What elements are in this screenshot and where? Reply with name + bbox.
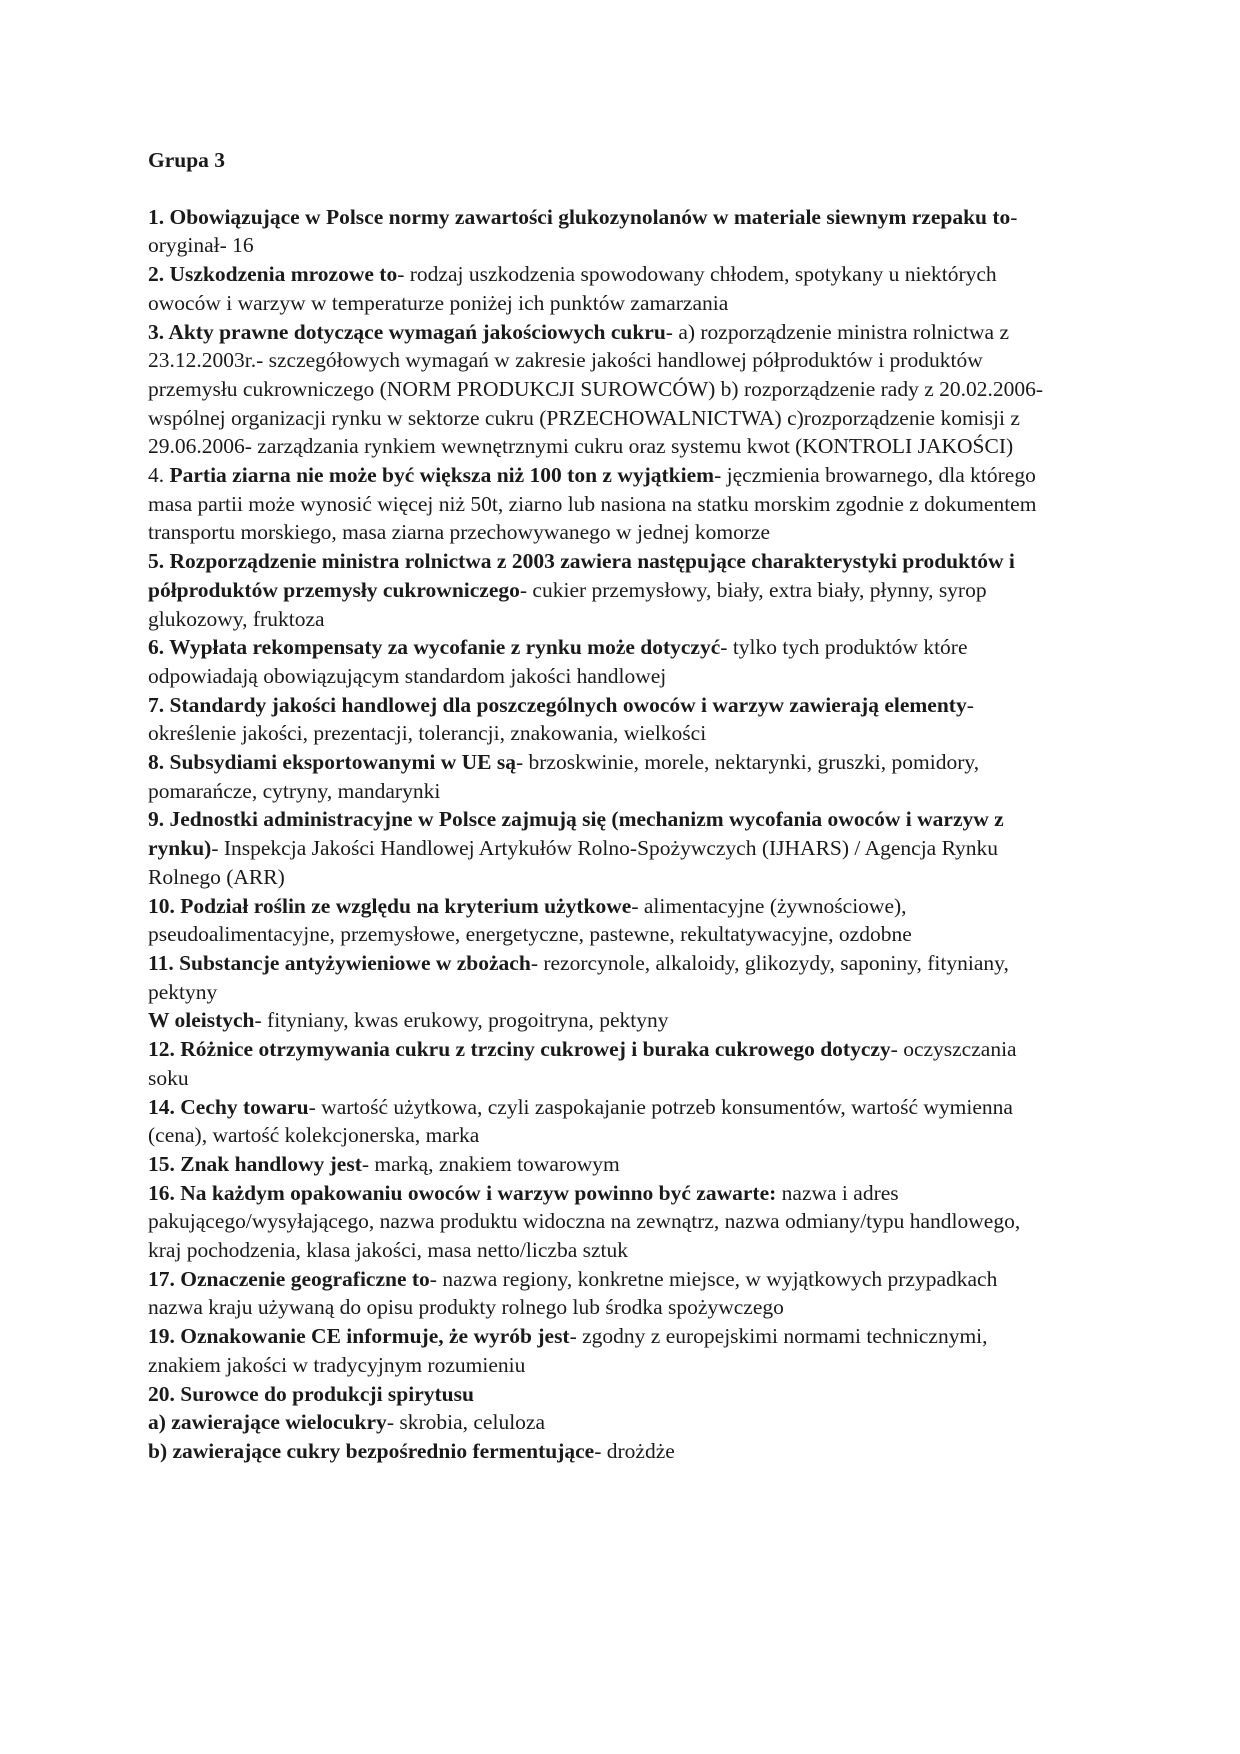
entry-question: 7. Standardy jakości handlowej dla poszczególnych owoców i warzyw zawierają elementy [148,692,967,717]
list-item [148,203,1048,260]
document-page [148,146,1048,1466]
list-item [148,260,1048,317]
entry-answer: - Inspekcja Jakości Handlowej Artykułów Rolno-Spożywczych (IJHARS) / Agencja Rynku Rolnego (ARR) [148,836,999,889]
entry-answer: - oczyszczania soku [148,1037,1017,1090]
list-item [148,748,1048,805]
list-item [148,949,1048,1006]
entry-question: 5. Rozporządzenie ministra rolnictwa z 2003 zawiera następujące charakterystyki produktów i półproduktów przemysły cukrowniczego [148,549,1015,602]
entry-question: 15. Znak handlowy jest [148,1151,362,1176]
list-item [148,892,1048,949]
entry-answer: - fityniany, kwas erukowy, progoitryna, pektyny [254,1008,669,1033]
list-item [148,633,1048,690]
entry-question: 19. Oznakowanie CE informuje, że wyrób jest [148,1324,570,1349]
entry-answer: - oryginał- 16 [148,204,1018,258]
entry-list [148,203,1048,1466]
entry-question: 10. Podział roślin ze względu na kryterium użytkowe [148,893,632,918]
list-item [148,1408,1048,1437]
entry-question: a) zawierające wielocukry [148,1410,387,1435]
entry-question: 2. Uszkodzenia mrozowe to [148,262,398,287]
list-item [148,1322,1048,1379]
list-item [148,1179,1048,1265]
entry-answer: nazwa i adres pakującego/wysyłającego, nazwa produktu widoczna na zewnątrz, nazwa odmiany/typu handlowego, kraj pochodzenia, klasa jakości, masa netto/liczba sztuk [148,1180,1021,1263]
entry-question: 12. Różnice otrzymywania cukru z trzciny cukrowej i buraka cukrowego dotyczy [148,1037,891,1062]
list-item [148,1437,1048,1466]
document-title: Grupa 3 [148,148,226,172]
list-item [148,1093,1048,1150]
list-item [148,805,1048,891]
entry-answer: - nazwa regiony, konkretne miejsce, w wyjątkowych przypadkach nazwa kraju używaną do opisu produkty rolnego lub środka spożywczego [148,1266,998,1320]
entry-answer: - tylko tych produktów które odpowiadają obowiązującym standardom jakości handlowej [148,635,968,688]
list-item [148,1035,1048,1092]
entry-answer: - rodzaj uszkodzenia spowodowany chłodem, spotykany u niektórych owoców i warzyw w temperaturze poniżej ich punktów zamarzania [148,262,997,315]
entry-question: 17. Oznaczenie geograficzne to [148,1266,430,1291]
entry-answer: - skrobia, celuloza [386,1410,546,1435]
entry-question: 8. Subsydiami eksportowanymi w UE są [148,750,516,775]
entry-answer: - a) rozporządzenie ministra rolnictwa z 23.12.2003r.- szczegółowych wymagań w zakresie jakości handlowej półproduktów i produktów przemysłu cukrowniczego (NORM PRODUKCJI SUROWCÓW) b) rozporządzenie rady z 20.02.2006- wspólnej organizacji rynku w sektorze cukru (PRZECHOWALNICTWA) c)rozporządzenie komisji z 29.06.2006- zarządzania rynkiem wewnętrznymi cukru oraz systemu kwot (KONTROLI JAKOŚCI) [148,319,1044,459]
entry-question: b) zawierające cukry bezpośrednio fermentujące [148,1438,595,1463]
entry-answer: - alimentacyjne (żywnościowe), pseudoalimentacyjne, przemysłowe, energetyczne, pastewne, rekultatywacyjne, ozdobne [148,893,912,947]
entry-question: 14. Cechy towaru [148,1094,309,1119]
entry-answer: - brzoskwinie, morele, nektarynki, gruszki, pomidory, pomarańcze, cytryny, mandarynki [148,750,980,803]
entry-question: 20. Surowce do produkcji spirytusu [148,1381,474,1406]
entry-question: 6. Wypłata rekompensaty za wycofanie z rynku może dotyczyć [148,635,721,660]
entry-answer: - wartość użytkowa, czyli zaspokajanie potrzeb konsumentów, wartość wymienna (cena), wartość kolekcjonerska, marka [148,1094,1013,1148]
entry-answer: - marką, znakiem towarowym [361,1151,620,1176]
entry-answer: - drożdże [594,1438,675,1463]
entry-question: 1. Obowiązujące w Polsce normy zawartości glukozynolanów w materiale siewnym rzepaku to [148,204,1011,229]
list-item [148,461,1048,547]
entry-question: 3. Akty prawne dotyczące wymagań jakościowych cukru [148,319,666,344]
entry-question: Partia ziarna nie może być większa niż 100 ton z wyjątkiem [169,463,715,488]
entry-question: 11. Substancje antyżywieniowe w zbożach [148,950,531,975]
list-item [148,547,1048,633]
entry-answer: - jęczmienia browarnego, dla którego masa partii może wynosić więcej niż 50t, ziarno lub nasiona na statku morskim zgodnie z dokumentem transportu morskiego, masa ziarna przechowywanego w jednej komorze [148,463,1037,545]
list-item [148,1380,1048,1409]
entry-answer: - określenie jakości, prezentacji, tolerancji, znakowania, wielkości [148,692,974,746]
list-item [148,318,1048,462]
entry-question: W oleistych [148,1008,255,1033]
entry-answer: - zgodny z europejskimi normami technicznymi, znakiem jakości w tradycyjnym rozumieniu [148,1324,988,1377]
entry-answer: - rezorcynole, alkaloidy, glikozydy, saponiny, fityniany, pektyny [148,950,1009,1004]
list-item [148,1150,1048,1179]
entry-question: 9. Jednostki administracyjne w Polsce zajmują się (mechanizm wycofania owoców i warzyw z rynku) [148,807,1004,861]
entry-question: 16. Na każdym opakowaniu owoców i warzyw powinno być zawarte: [148,1180,777,1205]
entry-prefix: 4. [148,463,170,488]
list-item [148,691,1048,748]
entry-answer: - cukier przemysłowy, biały, extra biały, płynny, syrop glukozowy, fruktoza [148,577,987,631]
list-item [148,1006,1048,1035]
list-item [148,1265,1048,1322]
